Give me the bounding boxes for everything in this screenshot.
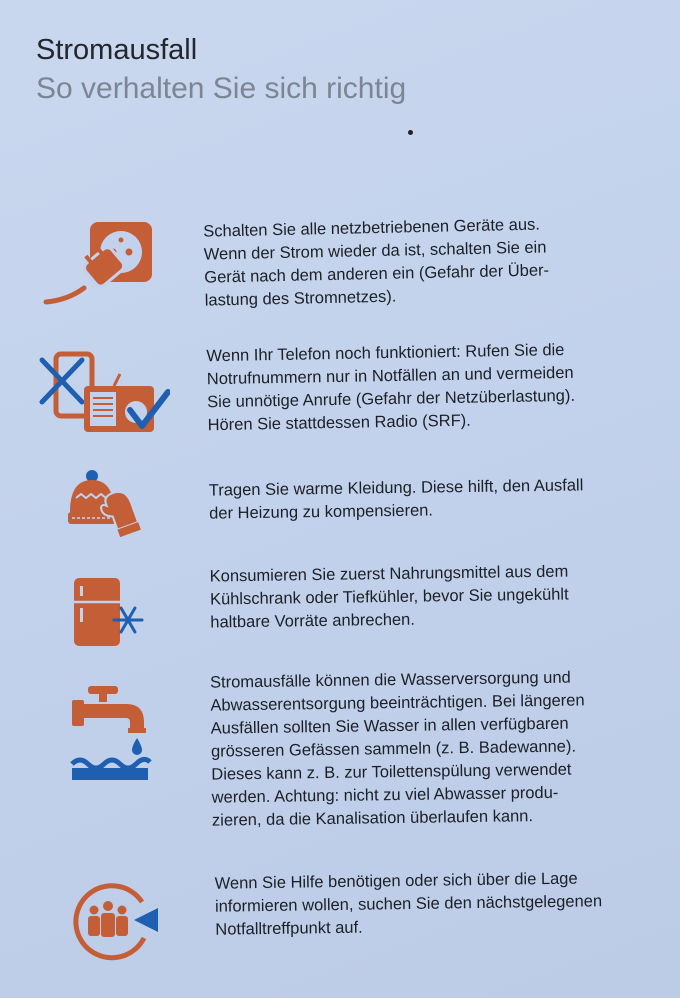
power-plug-socket-icon [42,218,154,308]
item-text: Wenn Ihr Telefon noch funktioniert: Rufen Sie die Notrufnummern nur in Notfällen an und vermeiden Sie unnötige Anrufe (Gefahr der Netzüberlastung). Hören Sie stattdessen Radio (SRF). [206,340,576,435]
item-text: Konsumieren Sie zuerst Nahrungsmittel aus dem Kühlschrank oder Tiefkühler, bevor Sie ungekühlt haltbare Vorräte anbrechen. [209,562,569,632]
item-text: Wenn Sie Hilfe benötigen oder sich über die Lage informieren wollen, suchen Sie den nächstgelegenen Notfalltreffpunkt auf. [214,869,603,939]
paper-speck [408,130,413,135]
fridge-freezer-icon [72,574,148,650]
phone-radio-icon [38,350,170,436]
page-subtitle: So verhalten Sie sich richtig [36,72,407,105]
item-text: Tragen Sie warme Kleidung. Diese hilft, den Ausfall der Heizung zu kompensieren. [208,476,584,523]
item-text: Stromausfälle können die Wasserversorgung und Abwasserentsorgung beeinträchtigen. Bei längeren Ausfällen sollten Sie Wasser in allen verfügbaren grösseren Gefässen sammeln (z. B. Badewanne). Dieses kann z. B. zur Toilettenspülung verwendet werden. Achtung: nicht zu viel Abwasser produ- zieren, da die Kanalisation überlaufen kann. [209,668,585,830]
item-text: Schalten Sie alle netzbetriebenen Geräte aus. Wenn der Strom wieder da ist, schalten Sie ein Gerät nach dem anderen ein (Gefahr der Über- lastung des Stromnetzes). [203,215,550,310]
warm-clothing-icon [64,468,150,546]
emergency-meeting-point-icon [68,880,160,962]
water-tap-icon [70,684,152,784]
page-title: Stromausfall [36,34,198,66]
